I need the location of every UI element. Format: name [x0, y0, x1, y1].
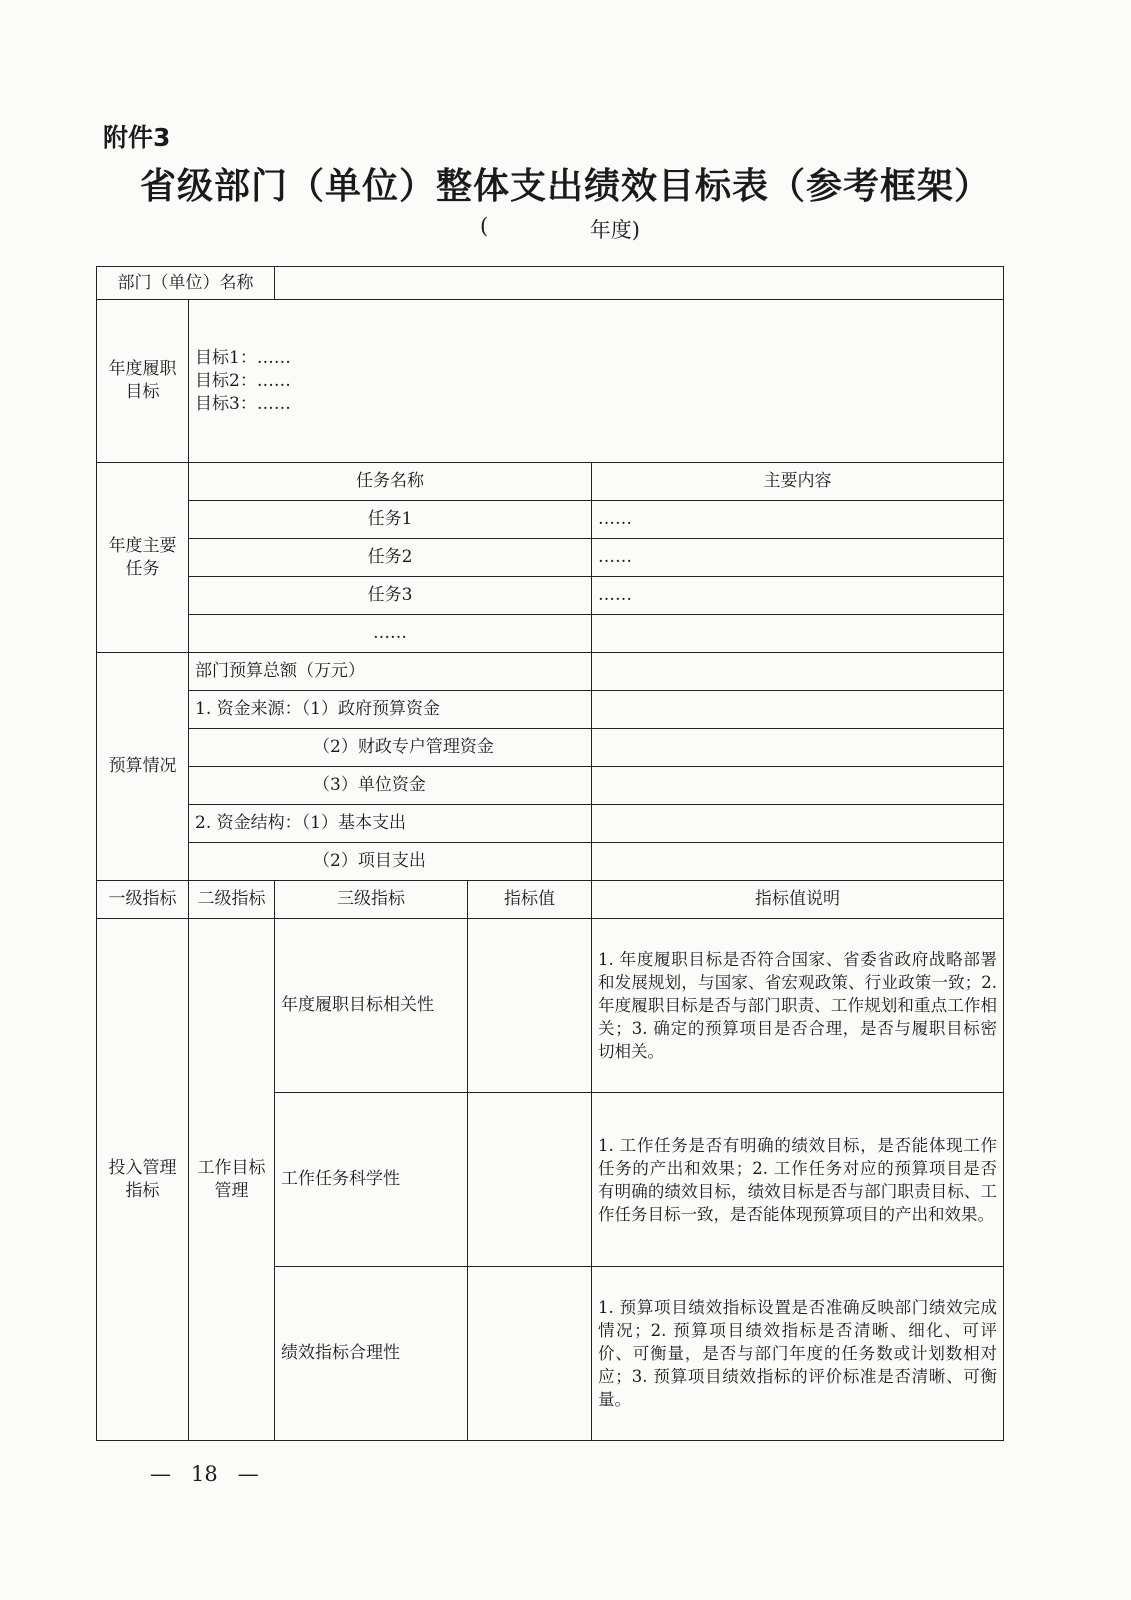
indicator-level2: 工作目标管理	[189, 919, 275, 1441]
indicator-level1: 投入管理指标	[97, 919, 189, 1441]
task-name: 任务3	[189, 577, 592, 615]
page-dash-right: —	[237, 1462, 259, 1486]
indicator-value[interactable]	[468, 1093, 592, 1267]
unit-name-value[interactable]	[275, 267, 1004, 300]
annual-goal-row	[97, 300, 1004, 463]
indicator-level3: 年度履职目标相关性	[275, 919, 468, 1093]
performance-goal-table	[96, 266, 1004, 1441]
header-explain: 指标值说明	[592, 881, 1004, 919]
goal-item: 目标1：……	[195, 347, 291, 368]
budget-value[interactable]	[592, 843, 1004, 881]
indicator-explain: 1. 年度履职目标是否符合国家、省委省政府战略部署和发展规划，与国家、省宏观政策、行业政策一致；2. 年度履职目标是否与部门职责、工作规划和重点工作相关；3. 确定的预算项目是否合理，是否与履职目标密切相关。	[592, 919, 1004, 1093]
task-content-header: 主要内容	[592, 463, 1004, 501]
budget-row	[97, 729, 1004, 767]
attachment-label: 附件3	[103, 123, 171, 152]
tasks-header-row	[97, 463, 1004, 501]
task-content[interactable]: ……	[592, 577, 1004, 615]
unit-name-label: 部门（单位）名称	[97, 267, 275, 300]
year-label: 年度)	[589, 218, 640, 242]
annual-goal-label: 年度履职目标	[97, 300, 189, 463]
indicator-row	[97, 919, 1004, 1093]
year-line	[480, 214, 640, 244]
budget-label: 预算情况	[97, 653, 189, 881]
budget-row	[97, 653, 1004, 691]
indicator-value[interactable]	[468, 919, 592, 1093]
budget-row	[97, 691, 1004, 729]
budget-value[interactable]	[592, 729, 1004, 767]
budget-value[interactable]	[592, 805, 1004, 843]
annual-goal-content[interactable]	[189, 300, 1004, 463]
budget-row	[97, 805, 1004, 843]
budget-item: （2）项目支出	[189, 843, 592, 881]
budget-row	[97, 843, 1004, 881]
indicator-header-row	[97, 881, 1004, 919]
indicator-level3: 工作任务科学性	[275, 1093, 468, 1267]
budget-item: （3）单位资金	[189, 767, 592, 805]
year-open-paren: (	[480, 214, 489, 238]
task-row	[97, 501, 1004, 539]
indicator-explain: 1. 预算项目绩效指标设置是否准确反映部门绩效完成情况；2. 预算项目绩效指标是否清晰、细化、可评价、可衡量，是否与部门年度的任务数或计划数相对应；3. 预算项目绩效指标的评价标准是否清晰、可衡量。	[592, 1267, 1004, 1441]
task-name-header: 任务名称	[189, 463, 592, 501]
indicator-explain: 1. 工作任务是否有明确的绩效目标，是否能体现工作任务的产出和效果；2. 工作任务对应的预算项目是否有明确的绩效目标，绩效目标是否与部门职责目标、工作任务目标一致，是否能体现预算项目的产出和效果。	[592, 1093, 1004, 1267]
task-content[interactable]: ……	[592, 501, 1004, 539]
task-row	[97, 615, 1004, 653]
budget-item: 1. 资金来源：（1）政府预算资金	[189, 691, 592, 729]
page-dash-left: —	[150, 1462, 171, 1486]
task-name: 任务2	[189, 539, 592, 577]
indicator-level3: 绩效指标合理性	[275, 1267, 468, 1441]
task-row	[97, 577, 1004, 615]
budget-value[interactable]	[592, 691, 1004, 729]
indicator-value[interactable]	[468, 1267, 592, 1441]
task-content[interactable]	[592, 615, 1004, 653]
budget-value[interactable]	[592, 653, 1004, 691]
header-level3: 三级指标	[275, 881, 468, 919]
budget-item: 部门预算总额（万元）	[189, 653, 592, 691]
goal-item: 目标2：……	[195, 370, 291, 391]
unit-name-row	[97, 267, 1004, 300]
budget-item: （2）财政专户管理资金	[189, 729, 592, 767]
task-row	[97, 539, 1004, 577]
tasks-label: 年度主要任务	[97, 463, 189, 653]
task-name: 任务1	[189, 501, 592, 539]
page-title: 省级部门（单位）整体支出绩效目标表（参考框架）	[139, 166, 991, 207]
task-name: ……	[189, 615, 592, 653]
page-number-value: 18	[191, 1462, 218, 1486]
budget-row	[97, 767, 1004, 805]
header-level2: 二级指标	[189, 881, 275, 919]
goal-item: 目标3：……	[195, 393, 291, 414]
page-number	[150, 1462, 259, 1486]
budget-item: 2. 资金结构：（1）基本支出	[189, 805, 592, 843]
task-content[interactable]: ……	[592, 539, 1004, 577]
header-level1: 一级指标	[97, 881, 189, 919]
header-value: 指标值	[468, 881, 592, 919]
budget-value[interactable]	[592, 767, 1004, 805]
